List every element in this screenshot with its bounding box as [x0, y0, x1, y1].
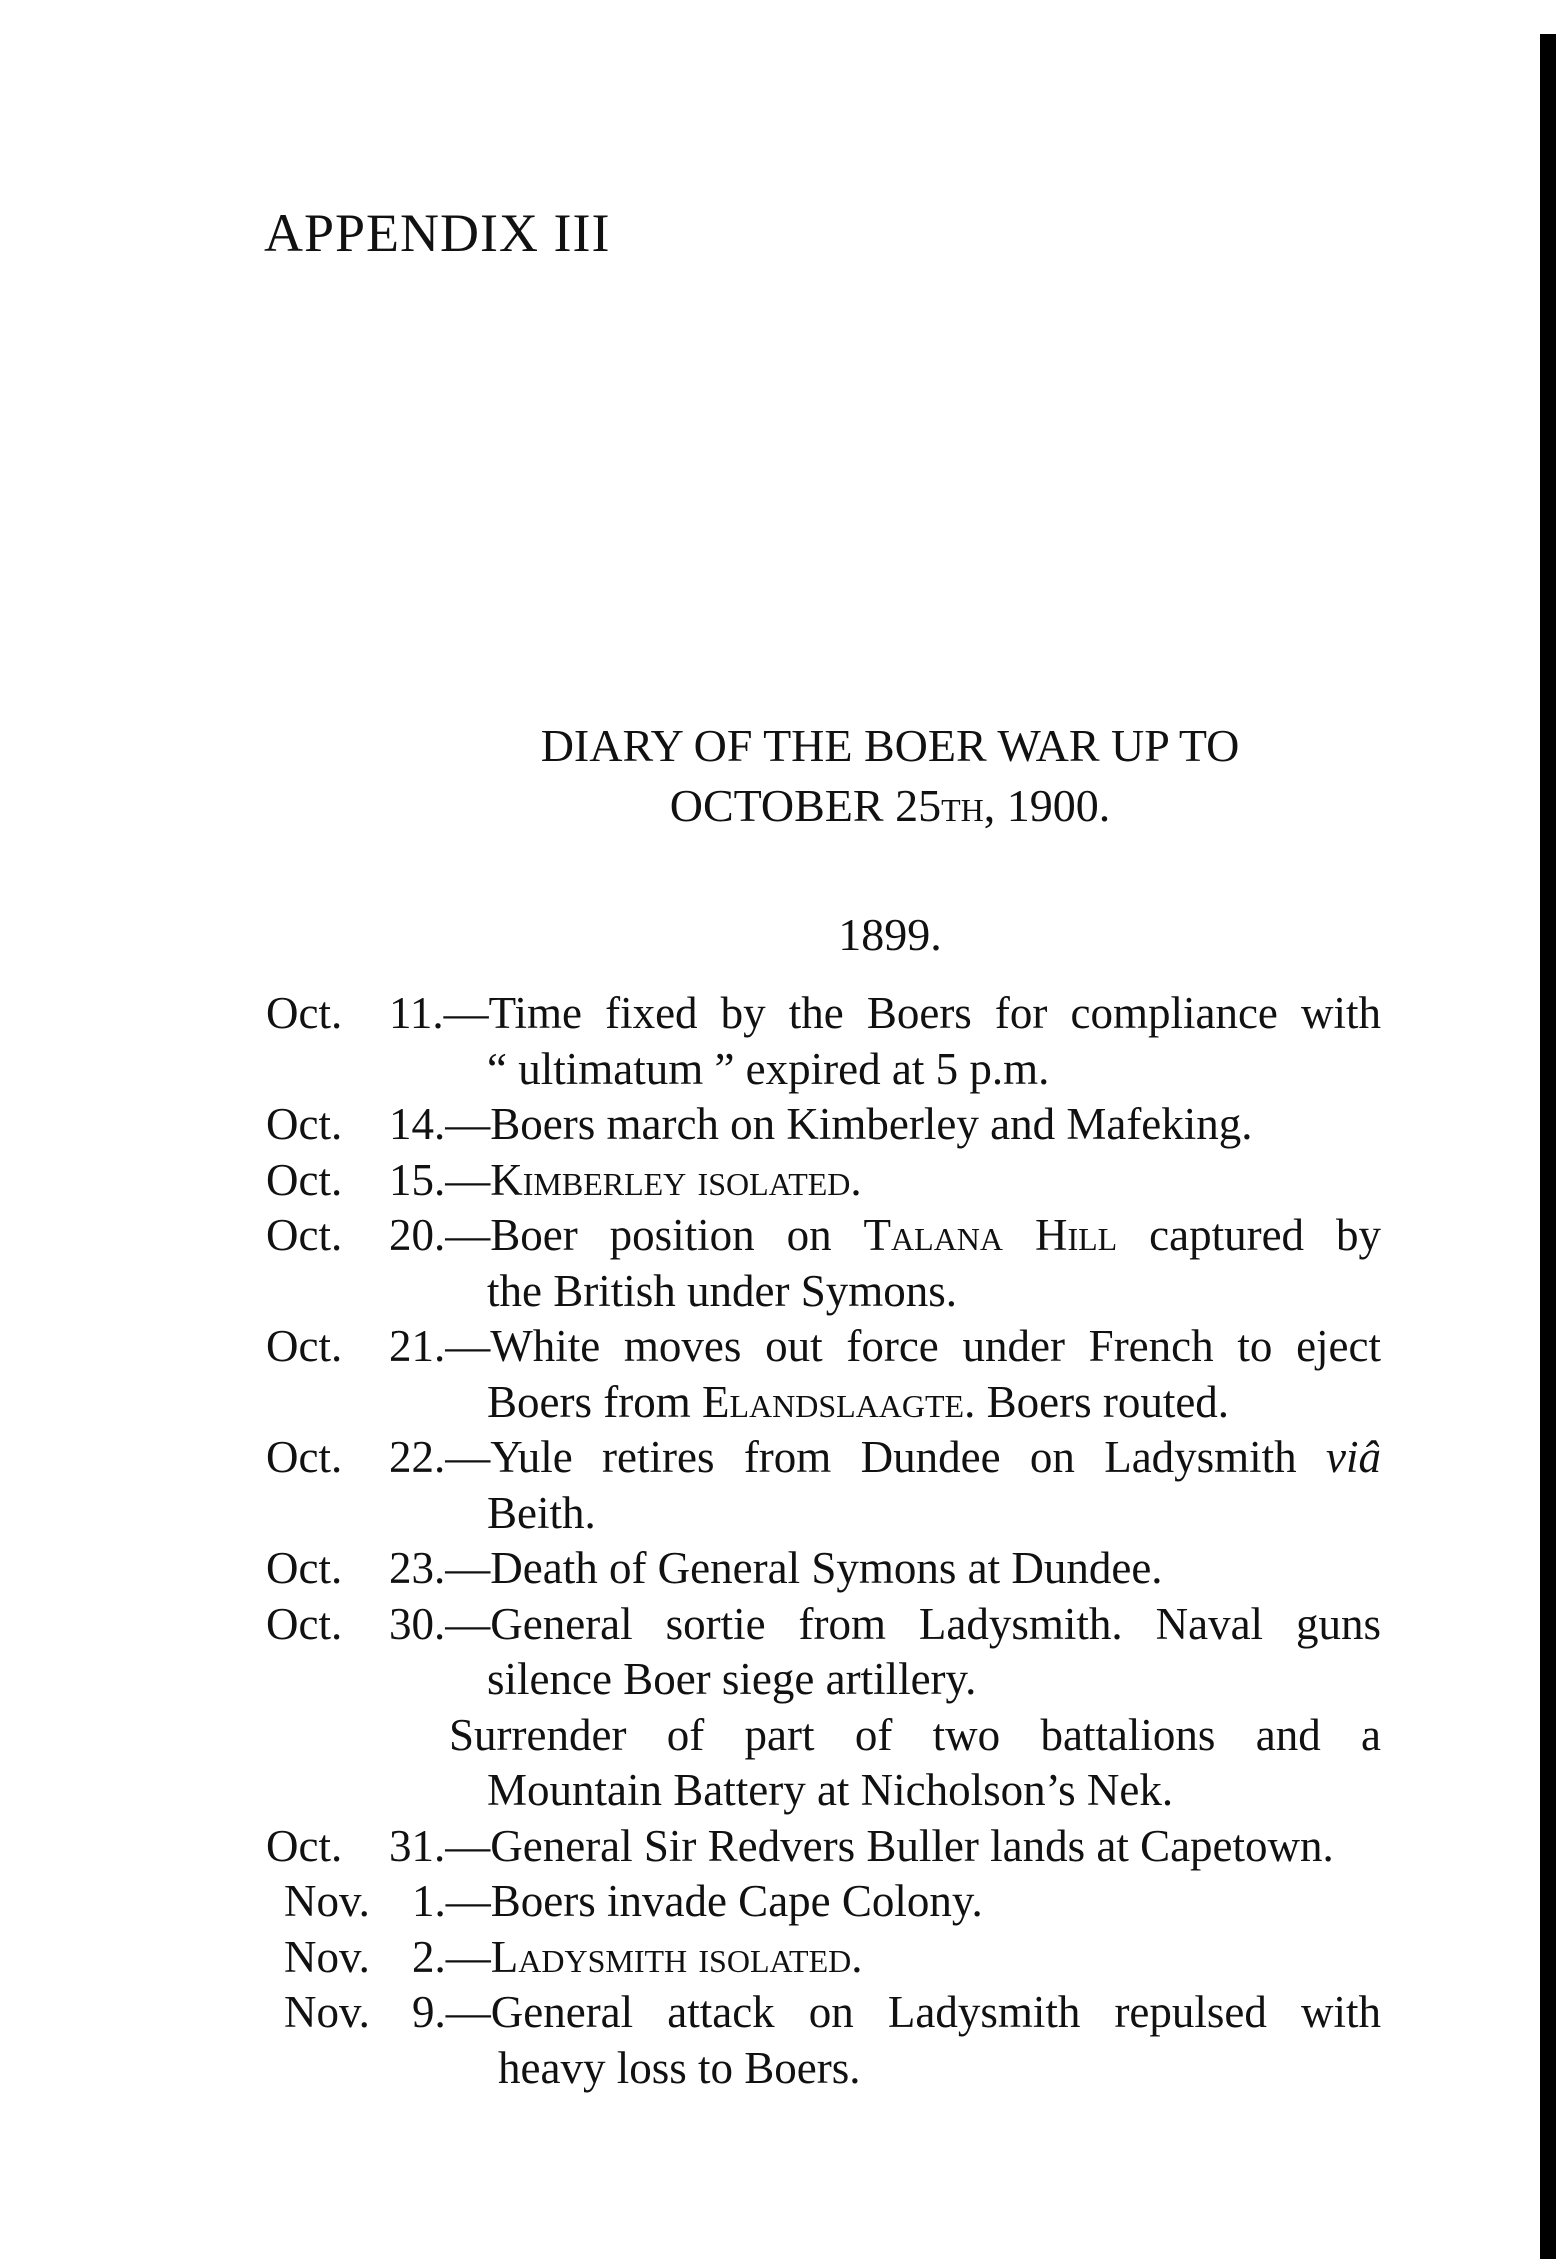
- entry-month: Oct.: [266, 1543, 343, 1593]
- diary-title-year: , 1900.: [983, 780, 1111, 831]
- entry-day: 15.: [389, 1154, 446, 1205]
- entry-day: 1.: [412, 1876, 446, 1926]
- appendix-title: APPENDIX III: [264, 203, 611, 263]
- diary-entry-oct-31: [266, 1819, 1381, 1875]
- diary-entry-oct-22: [266, 1430, 1381, 1541]
- entry-day: 30.: [389, 1598, 446, 1649]
- entry-line: Surrender of part of two battalions and a: [449, 1709, 1381, 1760]
- entry-line: [412, 1930, 1381, 1986]
- entry-text: —General attack on Ladysmith repulsed with: [445, 1987, 1381, 2037]
- entry-text: —Boers invade Cape Colony.: [445, 1876, 983, 1926]
- diary-entry-oct-23: [266, 1541, 1381, 1597]
- entry-line: [389, 1097, 1381, 1153]
- entry-text: —Boer position on Talana Hill captured by: [445, 1210, 1381, 1260]
- entry-line: Beith.: [487, 1487, 596, 1538]
- entry-line: [412, 1985, 1381, 2041]
- entry-month: Oct.: [266, 1210, 343, 1260]
- entry-line: heavy loss to Boers.: [498, 2042, 861, 2093]
- diary-title-line-1: DIARY OF THE BOER WAR UP TO: [540, 720, 1240, 771]
- entry-day: 21.: [389, 1321, 446, 1371]
- entry-text: —Kimberley isolated.: [445, 1154, 862, 1205]
- entry-line: [389, 986, 1381, 1042]
- entry-text: —Yule retires from Dundee on Ladysmith viâ: [445, 1432, 1381, 1482]
- entry-text: —Ladysmith isolated.: [445, 1931, 863, 1982]
- entry-line: [389, 1430, 1381, 1486]
- entry-text: —White moves out force under French to eject: [445, 1321, 1381, 1371]
- entry-text: —Time fixed by the Boers for compliance with: [443, 988, 1381, 1038]
- entry-line: Mountain Battery at Nicholson’s Nek.: [487, 1765, 1174, 1815]
- entry-month: Oct.: [266, 1432, 343, 1482]
- entry-line: [389, 1819, 1381, 1875]
- diary-title-month: OCTOBER: [669, 780, 896, 831]
- entry-line: the British under Symons.: [487, 1265, 957, 1316]
- entry-day: 11.: [389, 988, 444, 1038]
- styled-phrase: Talana Hill: [863, 1210, 1118, 1260]
- entry-day: 2.: [412, 1931, 446, 1982]
- entry-line: [389, 1319, 1381, 1375]
- entry-line: silence Boer siege artillery.: [487, 1654, 977, 1704]
- entry-day: 20.: [389, 1210, 446, 1260]
- entry-month: Oct.: [266, 1598, 343, 1649]
- entry-line: Boers from Elandslaagte. Boers routed.: [487, 1376, 1230, 1427]
- diary-entry-nov-9: [266, 1985, 1381, 2096]
- diary-entry-oct-14: [266, 1097, 1381, 1153]
- diary-entry-oct-11: [266, 986, 1381, 1097]
- diary-entry-oct-30: [266, 1597, 1381, 1819]
- entry-day: 31.: [389, 1820, 446, 1871]
- entry-month: Oct.: [266, 1154, 343, 1205]
- styled-phrase: viâ: [1326, 1432, 1381, 1482]
- entry-day: 23.: [389, 1543, 446, 1593]
- entry-month: Oct.: [266, 988, 343, 1038]
- entry-text: —Boers march on Kimberley and Mafeking.: [445, 1099, 1253, 1149]
- styled-phrase: Elandslaagte: [701, 1376, 965, 1427]
- entry-month: Nov.: [284, 1876, 370, 1926]
- entry-line: [412, 1874, 1381, 1930]
- page-edge-shadow: [1540, 34, 1556, 2259]
- entry-line: [389, 1208, 1381, 1264]
- entry-line: [389, 1153, 1381, 1209]
- entry-text: —General sortie from Ladysmith. Naval guns: [445, 1598, 1381, 1649]
- entry-month: Nov.: [284, 1987, 370, 2037]
- entry-text: —Death of General Symons at Dundee.: [445, 1543, 1163, 1593]
- entry-line: [389, 1597, 1381, 1653]
- entry-day: 9.: [412, 1987, 446, 2037]
- diary-entry-oct-21: [266, 1319, 1381, 1430]
- diary-title-line-2: [360, 776, 1420, 836]
- diary-entries: [266, 986, 1381, 2096]
- entry-month: Oct.: [266, 1099, 343, 1149]
- entry-day: 14.: [389, 1099, 446, 1149]
- diary-entry-nov-2: [266, 1930, 1381, 1986]
- diary-entry-nov-1: [266, 1874, 1381, 1930]
- diary-title: [360, 716, 1420, 836]
- entry-month: Oct.: [266, 1820, 343, 1871]
- entry-line: [389, 1541, 1381, 1597]
- entry-line: “ ultimatum ” expired at 5 p.m.: [487, 1043, 1050, 1094]
- year-heading: 1899.: [838, 909, 942, 960]
- entry-day: 22.: [389, 1432, 446, 1482]
- entry-month: Nov.: [284, 1931, 370, 1982]
- entry-text: —General Sir Redvers Buller lands at Capetown.: [445, 1820, 1334, 1871]
- entry-month: Oct.: [266, 1321, 343, 1371]
- diary-entry-oct-20: [266, 1208, 1381, 1319]
- diary-title-day: 25th: [895, 780, 984, 831]
- diary-entry-oct-15: [266, 1153, 1381, 1209]
